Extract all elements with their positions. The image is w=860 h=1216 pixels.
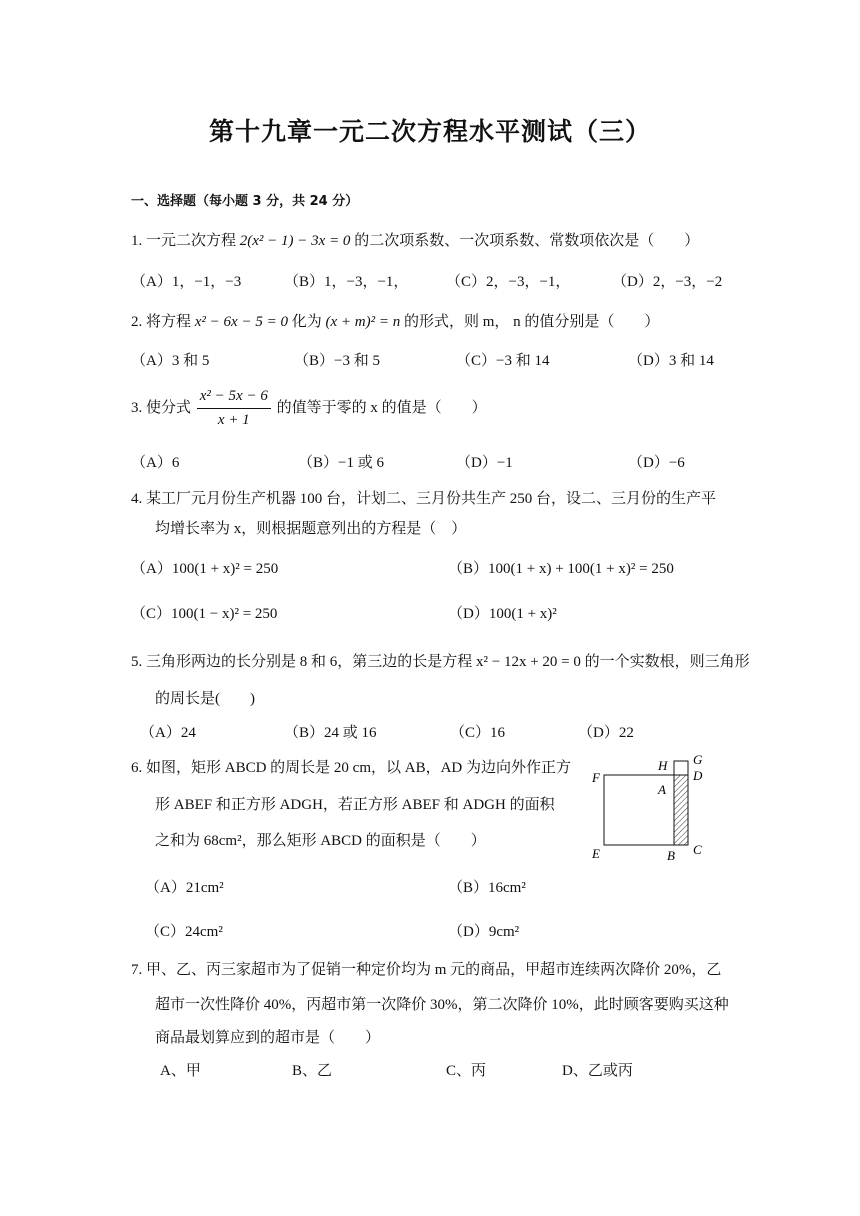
question-7 — [131, 958, 721, 979]
option-d: （D）3 和 14 — [628, 353, 714, 369]
question-number: 3. — [131, 399, 143, 416]
option-b: （B）−3 和 5 — [294, 353, 380, 369]
option-d: （D）22 — [578, 725, 634, 741]
question-text: 的周长是( ) — [155, 691, 255, 707]
question-text: 均增长率为 x，则根据题意列出的方程是（ ） — [155, 521, 467, 537]
label-d: D — [693, 768, 703, 783]
question-text: 的值等于零的 x 的值是（ ） — [276, 399, 487, 416]
option-a: （A）21cm² — [145, 880, 224, 896]
question-text: 的二次项系数、一次项系数、常数项依次是（ ） — [354, 233, 700, 249]
option-d: D、乙或丙 — [562, 1063, 633, 1079]
question-number: 1. — [131, 233, 143, 249]
rectangle-squares-figure — [590, 752, 710, 867]
option-b: B、乙 — [292, 1063, 333, 1079]
option-a: （A）6 — [131, 455, 180, 471]
question-2 — [131, 310, 659, 331]
fraction — [197, 388, 271, 429]
question-text: 三角形两边的长分别是 8 和 6，第三边的长是方程 x² − 12x + 20 = 0 的一个实数根，则三角形 — [146, 654, 750, 670]
question-4 — [131, 487, 716, 508]
label-b: B — [667, 848, 675, 863]
option-c: （C）16 — [450, 725, 506, 741]
option-c: C、丙 — [446, 1063, 487, 1079]
question-text: 的形式，则 m， n 的值分别是（ ） — [403, 314, 660, 330]
question-3 — [131, 388, 487, 429]
option-b: （B）−1 或 6 — [298, 455, 384, 471]
equation: 2(x² − 1) − 3x = 0 — [239, 233, 351, 249]
question-1 — [131, 229, 699, 250]
label-c: C — [693, 842, 702, 857]
label-f: F — [592, 770, 600, 785]
question-text: 甲、乙、丙三家超市为了促销一种定价均为 m 元的商品，甲超市连续两次降价 20%，乙 — [146, 962, 722, 978]
option-d: （D）9cm² — [448, 924, 520, 940]
question-text: 之和为 68cm²，那么矩形 ABCD 的面积是（ ） — [155, 833, 486, 849]
page-title: 第十九章一元二次方程水平测试（三） — [208, 117, 651, 146]
option-a: （A）24 — [140, 725, 196, 741]
option-c: （C）2，−3，−1， — [446, 274, 571, 290]
question-text: 形 ABEF 和正方形 ADGH，若正方形 ABEF 和 ADGH 的面积 — [155, 797, 555, 813]
equation: x² − 6x − 5 = 0 — [194, 314, 288, 330]
option-a: （A）1，−1，−3 — [131, 274, 242, 290]
option-b: （B）16cm² — [448, 880, 526, 896]
option-c: （D）−1 — [456, 455, 513, 471]
equation: (x + m)² = n — [325, 314, 401, 330]
question-6 — [131, 756, 571, 777]
fraction-numerator: x² − 5x − 6 — [197, 388, 271, 409]
option-d: （D）100(1 + x)² — [448, 606, 557, 622]
option-d: （D）2，−3，−2 — [612, 274, 723, 290]
question-number: 2. — [131, 314, 143, 330]
option-d: （D）−6 — [628, 455, 685, 471]
question-text: 如图，矩形 ABCD 的周长是 20 cm，以 AB，AD 为边向外作正方 — [146, 760, 572, 776]
question-text: 超市一次性降价 40%，丙超市第一次降价 30%，第二次降价 10%，此时顾客要购买这种 — [155, 997, 729, 1013]
fraction-denominator: x + 1 — [217, 412, 250, 428]
option-c: （C）100(1 − x)² = 250 — [131, 606, 278, 622]
question-number: 7. — [131, 962, 143, 978]
option-a: A、甲 — [160, 1063, 201, 1079]
question-number: 6. — [131, 760, 143, 776]
label-a: A — [658, 782, 666, 797]
option-a: （A）100(1 + x)² = 250 — [131, 561, 279, 577]
option-b: （B）24 或 16 — [284, 725, 377, 741]
rectangle-abcd — [674, 775, 688, 845]
question-text: 使分式 — [146, 399, 192, 416]
label-g: G — [693, 752, 703, 767]
option-c: （C）−3 和 14 — [456, 353, 550, 369]
question-text: 某工厂元月份生产机器 100 台，计划二、三月份共生产 250 台，设二、三月份的生产平 — [146, 491, 717, 507]
question-text: 化为 — [291, 314, 322, 330]
option-a: （A）3 和 5 — [131, 353, 210, 369]
question-text: 将方程 — [146, 314, 192, 330]
label-h: H — [658, 758, 668, 773]
label-e: E — [592, 846, 600, 861]
option-c: （C）24cm² — [145, 924, 223, 940]
section-heading: 一、选择题（每小题 3 分，共 24 分） — [131, 194, 359, 209]
question-number: 4. — [131, 491, 143, 507]
option-b: （B）1，−3，−1， — [284, 274, 409, 290]
question-text: 商品最划算应到的超市是（ ） — [155, 1030, 381, 1046]
question-number: 5. — [131, 654, 143, 670]
option-b: （B）100(1 + x) + 100(1 + x)² = 250 — [448, 561, 674, 577]
question-5 — [131, 650, 750, 671]
question-text: 一元二次方程 — [146, 233, 237, 249]
square-adgh — [674, 761, 688, 775]
